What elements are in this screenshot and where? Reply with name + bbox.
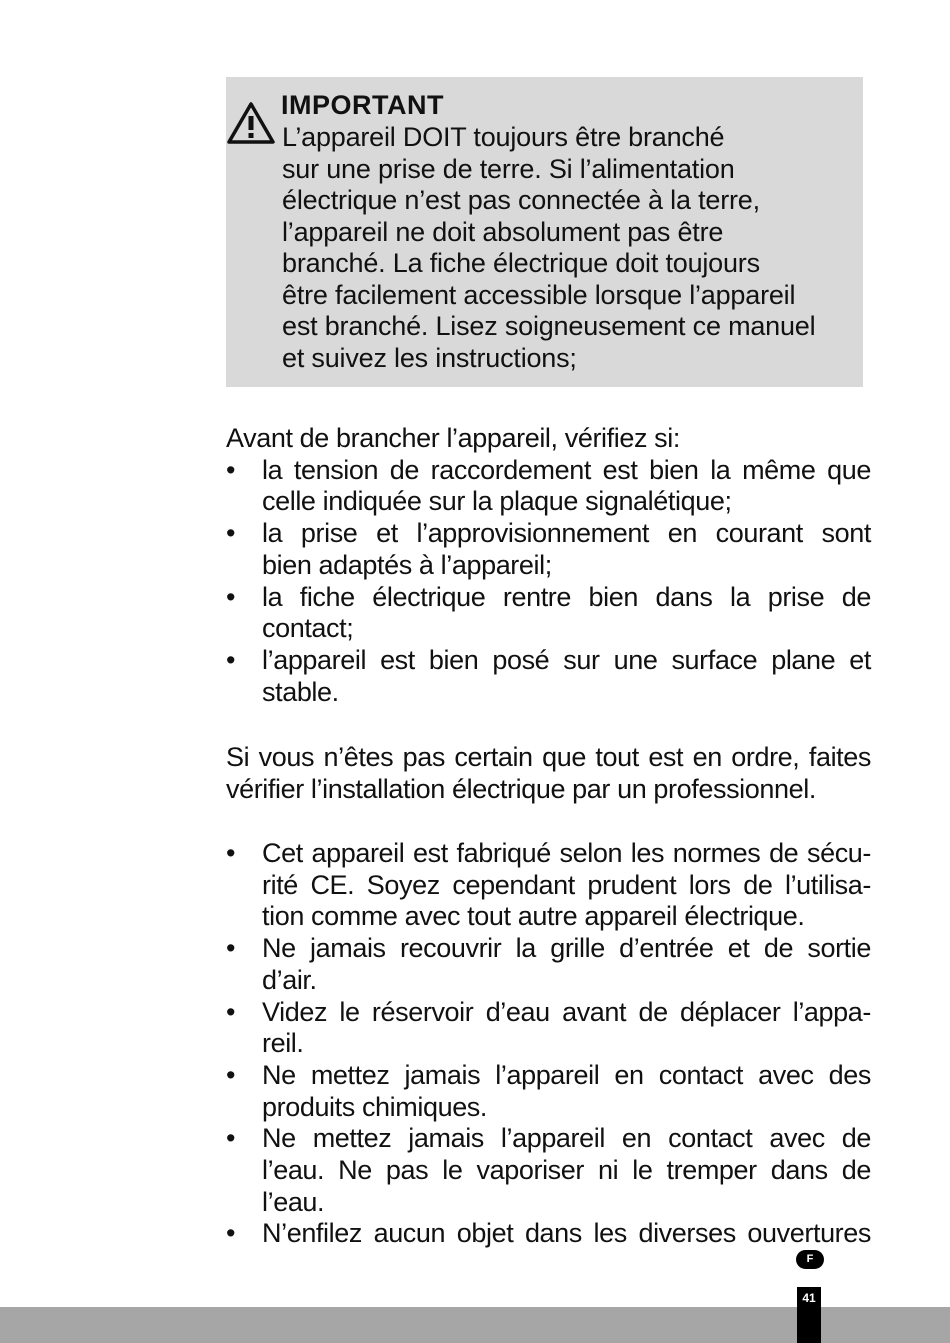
list-item-line: Ne mettez jamais l’appareil en contact avec de xyxy=(262,1123,871,1154)
bullet-icon: • xyxy=(226,1123,236,1154)
list-item xyxy=(226,1060,871,1123)
bullet-icon: • xyxy=(226,518,236,549)
list-item-line: N’enfilez aucun objet dans les diverses ouvertures xyxy=(262,1218,871,1249)
list-item-line: Videz le réservoir d’eau avant de déplacer l’appa- xyxy=(262,996,871,1027)
list-item xyxy=(226,645,871,708)
check-intro: Avant de brancher l’appareil, vérifiez si: xyxy=(226,423,680,453)
list-item-line: rité CE. Soyez cependant prudent lors de l’utilisa- xyxy=(262,869,871,900)
list-item-line: Ne mettez jamais l’appareil en contact avec des xyxy=(262,1059,871,1090)
bullet-icon: • xyxy=(226,454,236,485)
safety-section xyxy=(226,838,871,1250)
list-item-line: l’appareil est bien posé sur une surface plane et xyxy=(262,644,871,675)
language-badge: F xyxy=(796,1250,824,1269)
warning-triangle-icon xyxy=(227,101,275,145)
important-line: branché. La fiche électrique doit toujours xyxy=(282,248,760,278)
important-text xyxy=(282,122,815,374)
important-line: est branché. Lisez soigneusement ce manuel xyxy=(282,311,816,341)
professional-paragraph xyxy=(226,742,871,805)
list-item-line: bien adaptés à l’appareil; xyxy=(262,549,552,580)
bullet-icon: • xyxy=(226,581,236,612)
list-item xyxy=(226,933,871,996)
list-item-line: contact; xyxy=(262,613,354,644)
list-item-line: Ne jamais recouvrir la grille d’entrée et de sortie xyxy=(262,933,871,964)
list-item-line: la fiche électrique rentre bien dans la prise de xyxy=(262,581,871,612)
list-item-line: la tension de raccordement est bien la même que xyxy=(262,454,871,485)
list-item-line: l’eau. xyxy=(262,1186,325,1217)
list-item xyxy=(226,838,871,933)
list-item-line: reil. xyxy=(262,1028,304,1059)
list-item-line: d’air. xyxy=(262,964,317,995)
important-line: être facilement accessible lorsque l’appareil xyxy=(282,279,796,310)
bullet-icon: • xyxy=(226,933,236,964)
bullet-icon: • xyxy=(226,996,236,1027)
important-line: et suivez les instructions; xyxy=(282,342,577,373)
paragraph-line: Si vous n’êtes pas certain que tout est en ordre, faites xyxy=(226,742,871,772)
important-line: L’appareil DOIT toujours être branché xyxy=(282,122,725,152)
list-item xyxy=(226,1123,871,1218)
bullet-icon: • xyxy=(226,1218,236,1249)
list-item xyxy=(226,582,871,645)
important-line: l’appareil ne doit absolument pas être xyxy=(282,216,724,247)
bullet-icon: • xyxy=(226,838,236,868)
list-item xyxy=(226,997,871,1060)
list-item-line: la prise et l’approvisionnement en courant sont xyxy=(262,518,871,549)
bullet-icon: • xyxy=(226,1059,236,1090)
page-number: 41 xyxy=(797,1287,821,1343)
list-item xyxy=(226,518,871,581)
important-line: électrique n’est pas connectée à la terre, xyxy=(282,185,760,215)
check-section xyxy=(226,423,871,708)
list-item-line: tion comme avec tout autre appareil électrique. xyxy=(262,901,805,932)
important-title: IMPORTANT xyxy=(281,90,444,120)
list-item-line: celle indiquée sur la plaque signalétique; xyxy=(262,486,732,517)
list-item-line: produits chimiques. xyxy=(262,1091,488,1122)
bullet-icon: • xyxy=(226,644,236,675)
important-line: sur une prise de terre. Si l’alimentation xyxy=(282,153,735,184)
list-item xyxy=(226,455,871,518)
list-item-line: Cet appareil est fabriqué selon les normes de sécu- xyxy=(262,838,871,868)
list-item-line: stable. xyxy=(262,676,339,707)
list-item-line: l’eau. Ne pas le vaporiser ni le tremper dans de xyxy=(262,1155,871,1186)
list-item xyxy=(226,1218,871,1250)
important-notice xyxy=(226,77,863,387)
paragraph-line: vérifier l’installation électrique par un professionnel. xyxy=(226,773,816,804)
